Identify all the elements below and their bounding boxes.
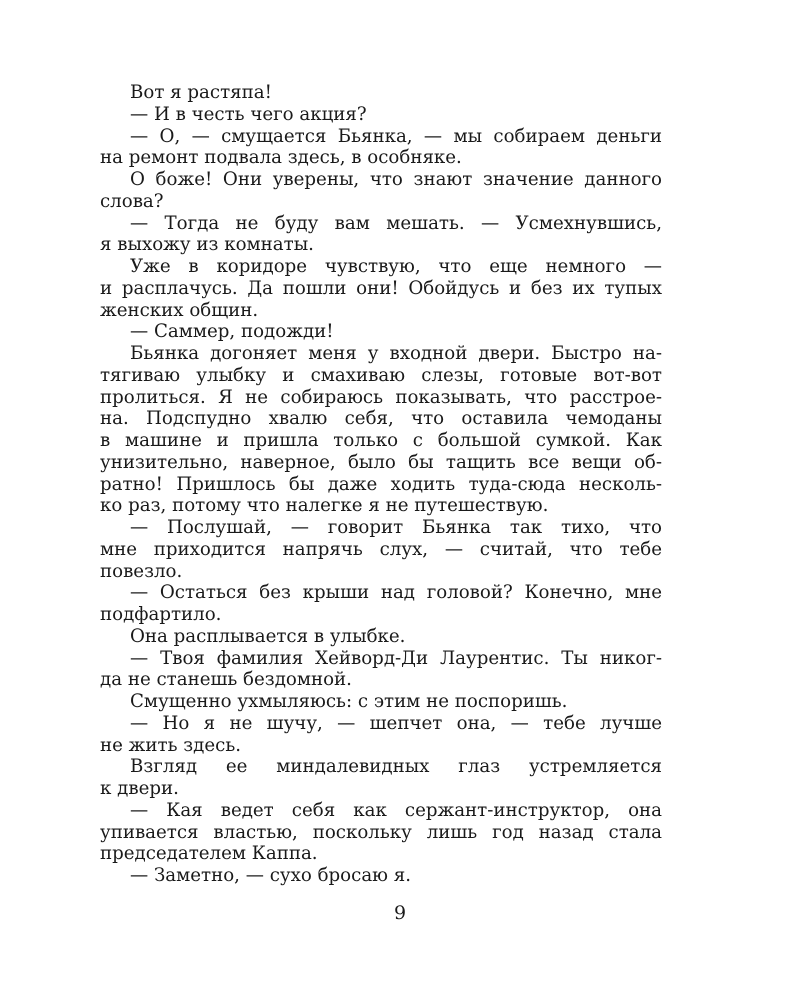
text-line: Уже в коридоре чувствую, что еще немного —: [130, 256, 662, 277]
text-line: — Тогда не буду вам мешать. — Усмехнувшись,: [130, 212, 662, 234]
text-line: повезло.: [100, 560, 183, 582]
text-line: к двери.: [100, 778, 179, 799]
text-line: председателем Каппа.: [100, 843, 318, 865]
text-line: я выхожу из комнаты.: [100, 234, 314, 256]
text-line: слова?: [100, 190, 164, 212]
text-line: унизительно, наверное, было бы тащить все вещи об-: [100, 451, 662, 473]
text-line: не жить здесь.: [100, 734, 242, 756]
text-line: подфартило.: [100, 604, 222, 625]
text-line: Смущенно ухмыляюсь: с этим не поспоришь.: [130, 691, 568, 712]
text-line: и расплачусь. Да пошли они! Обойдусь и без их тупых: [100, 277, 662, 299]
text-line: в машине и пришла только с большой сумкой. Как: [100, 430, 662, 451]
text-line: мне приходится напрячь слух, — считай, что тебе: [100, 538, 662, 560]
text-line: — О, — смущается Бьянка, — мы собираем деньги: [130, 125, 662, 147]
text-line: — Твоя фамилия Хейворд-Ди Лаурентис. Ты никог-: [130, 647, 662, 669]
text-line: Вот я растяпа!: [130, 82, 272, 103]
text-line: — Послушай, — говорит Бьянка так тихо, что: [130, 517, 662, 538]
text-line: пролиться. Я не собираюсь показывать, что расстроe-: [100, 386, 662, 408]
text-line: О боже! Они уверены, что знают значение данного: [130, 169, 662, 190]
text-line: упивается властью, поскольку лишь год назад стала: [100, 821, 662, 843]
body-text: [100, 82, 662, 887]
text-line: да не станешь бездомной.: [100, 669, 352, 691]
text-line: — Заметно, — сухо бросаю я.: [130, 865, 412, 886]
text-line: на. Подспудно хвалю себя, что оставила чемоданы: [100, 408, 662, 430]
text-line: — Остаться без крыши над головой? Конечно, мне: [130, 582, 662, 604]
text-line: — И в честь чего акция?: [130, 103, 367, 125]
text-line: ратно! Пришлось бы даже ходить туда-сюда несколь-: [100, 473, 662, 495]
page-number: 9: [393, 902, 407, 924]
text-line: Взгляд ее миндалевидных глаз устремляется: [130, 756, 662, 778]
text-line: тягиваю улыбку и смахиваю слезы, готовые вот-вот: [100, 364, 662, 386]
text-line: женских общин.: [100, 299, 259, 321]
text-line: — Кая ведет себя как сержант-инструктор, она: [130, 799, 662, 821]
text-line: — Но я не шучу, — шепчет она, — тебе лучше: [130, 712, 662, 734]
text-line: Она расплывается в улыбке.: [130, 625, 406, 647]
text-line: Бьянка догоняет меня у входной двери. Быстро на-: [130, 343, 662, 364]
text-line: ко раз, потому что налегке я не путешествую.: [100, 495, 549, 517]
text-line: на ремонт подвала здесь, в особняке.: [100, 147, 462, 169]
text-line: — Саммер, подожди!: [130, 321, 334, 343]
